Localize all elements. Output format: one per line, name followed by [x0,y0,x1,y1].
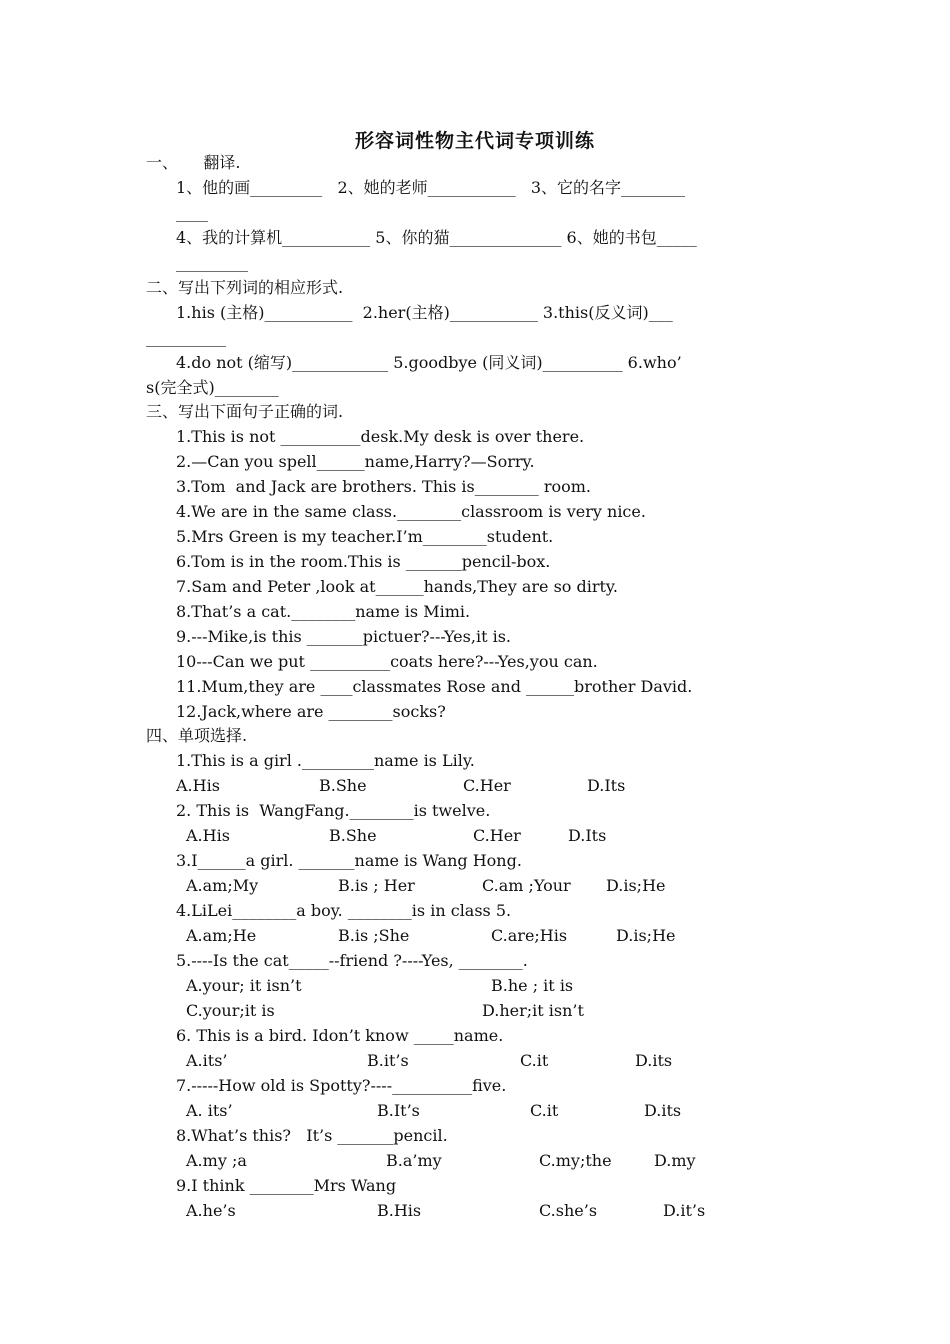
exercise-line: 4、我的计算机___________ 5、你的猫______________ 6、她的书包_____ [176,228,697,247]
question-text: 2. This is WangFang.________is twelve. [176,801,491,820]
section-heading: 二、写出下列词的相应形式. [146,278,344,297]
option-b: B.She [329,826,377,845]
exercise-line: 3.Tom and Jack are brothers. This is________ room. [176,477,592,496]
question-text: 4.LiLei________a boy. ________is in class 5. [176,901,512,920]
exercise-line: 6.Tom is in the room.This is _______pencil-box. [176,552,551,571]
option-a: A.His [186,826,230,845]
option-d: D.is;He [616,926,676,945]
exercise-line: 11.Mum,they are ____classmates Rose and ______brother David. [176,677,693,696]
question-text: 3.I______a girl. _______name is Wang Hong. [176,851,522,870]
option-a: A. its’ [186,1101,233,1120]
option-c: C.Her [473,826,521,845]
exercise-line: 4.We are in the same class.________classroom is very nice. [176,502,646,521]
exercise-line: ____ [176,203,208,222]
exercise-line: __________ [146,328,226,347]
question-text: 9.I think ________Mrs Wang [176,1176,397,1195]
exercise-line: 7.Sam and Peter ,look at______hands,They are so dirty. [176,577,618,596]
option-c: C.she’s [539,1201,598,1220]
question-text: 5.----Is the cat_____--friend ?----Yes, ________. [176,951,528,970]
option-a: A.your; it isn’t [186,976,302,995]
question-text: 6. This is a bird. Idon’t know _____name. [176,1026,504,1045]
option-d: D.its [644,1101,682,1120]
option-d: D.Its [568,826,607,845]
option-b: B.is ; Her [338,876,415,895]
exercise-line: 8.That’s a cat.________name is Mimi. [176,602,471,621]
option-b: B.His [377,1201,422,1220]
option-a: A.am;My [186,876,259,895]
option-c: C.are;His [491,926,568,945]
option-a: A.am;He [186,926,257,945]
option-c: C.your;it is [186,1001,275,1020]
option-c: C.Her [463,776,511,795]
option-d: D.is;He [606,876,666,895]
option-d: D.its [635,1051,673,1070]
option-d: D.her;it isn’t [482,1001,584,1020]
exercise-line: _________ [176,253,248,272]
option-a: A.my ;a [186,1151,247,1170]
section-heading: 一、 翻译. [146,153,241,172]
exercise-line: 1、他的画_________ 2、她的老师___________ 3、它的名字________ [176,178,686,197]
option-d: D.it’s [663,1201,706,1220]
option-b: B.it’s [367,1051,409,1070]
exercise-line: 12.Jack,where are ________socks? [176,702,446,721]
option-a: A.he’s [186,1201,236,1220]
section-heading: 三、写出下面句子正确的词. [146,402,344,421]
page-title: 形容词性物主代词专项训练 [354,130,595,152]
option-c: C.it [520,1051,549,1070]
option-c: C.it [530,1101,559,1120]
option-a: A.its’ [186,1051,228,1070]
exercise-line: 4.do not (缩写)____________ 5.goodbye (同义词)__________ 6.who’ [176,353,682,372]
option-b: B.a’my [386,1151,442,1170]
option-b: B.he ; it is [491,976,574,995]
exercise-line: 10---Can we put __________coats here?---Yes,you can. [176,652,598,671]
question-text: 8.What’s this? It’s _______pencil. [176,1126,448,1145]
exercise-line: 5.Mrs Green is my teacher.I’m________student. [176,527,554,546]
option-b: B.She [319,776,367,795]
section-heading: 四、单项选择. [146,726,248,745]
exercise-line: 9.---Mike,is this _______pictuer?---Yes,it is. [176,627,511,646]
option-b: B.is ;She [338,926,410,945]
exercise-line: 2.—Can you spell______name,Harry?—Sorry. [176,452,535,471]
exercise-line: s(完全式)________ [146,378,279,397]
exercise-line: 1.his (主格)___________ 2.her(主格)___________ 3.this(反义词)___ [176,303,673,322]
option-c: C.my;the [539,1151,612,1170]
exercise-line: 1.This is not __________desk.My desk is over there. [176,427,585,446]
question-text: 1.This is a girl ._________name is Lily. [176,751,475,770]
option-d: D.my [654,1151,696,1170]
option-b: B.It’s [377,1101,420,1120]
option-d: D.Its [587,776,626,795]
option-a: A.His [176,776,220,795]
question-text: 7.-----How old is Spotty?----__________five. [176,1076,507,1095]
option-c: C.am ;Your [482,876,571,895]
